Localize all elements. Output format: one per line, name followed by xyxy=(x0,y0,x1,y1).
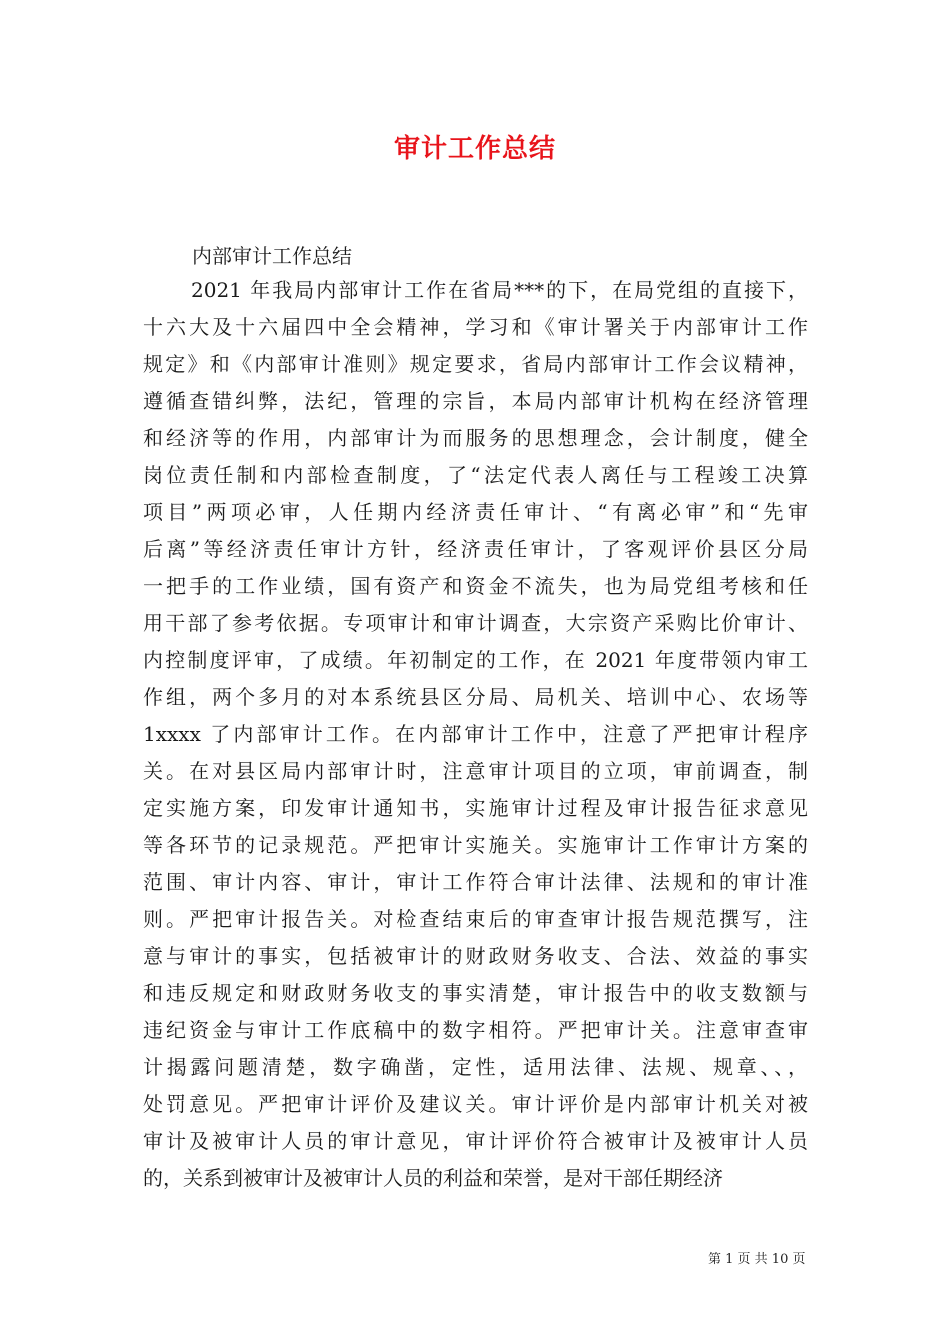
body-line: 审计及被审计人员的审计意见，审计评价符合被审计及被审计人员 xyxy=(143,1129,808,1153)
body-line: 内控制度评审，了成绩。年初制定的工作，在 2021 年度带领内审工 xyxy=(143,648,808,672)
body-line: 和违反规定和财政财务收支的事实清楚，审计报告中的收支数额与 xyxy=(143,981,808,1005)
body-line: 计揭露问题清楚，数字确凿，定性，适用法律、法规、规章、、， xyxy=(143,1055,808,1079)
body-line: 岗位责任制和内部检查制度，了“法定代表人离任与工程竣工决算 xyxy=(143,463,808,487)
body-line: 则。严把审计报告关。对检查结束后的审查审计报告规范撰写，注 xyxy=(143,907,808,931)
body-line: 一把手的工作业绩，国有资产和资金不流失，也为局党组考核和任 xyxy=(143,574,808,598)
body-line: 和经济等的作用，内部审计为而服务的思想理念，会计制度，健全 xyxy=(143,426,808,450)
body-line: 作组，两个多月的对本系统县区分局、局机关、培训中心、农场等 xyxy=(143,685,808,709)
body-line: 的，关系到被审计及被审计人员的利益和荣誉，是对干部任期经济 xyxy=(143,1166,723,1190)
body-line: 处罚意见。严把审计评价及建议关。审计评价是内部审计机关对被 xyxy=(143,1092,808,1116)
body-line: 规定》和《内部审计准则》规定要求，省局内部审计工作会议精神， xyxy=(143,352,808,376)
document-body xyxy=(143,272,808,1197)
body-line: 2021 年我局内部审计工作在省局***的下，在局党组的直接下， xyxy=(191,278,808,302)
body-line: 关。在对县区局内部审计时，注意审计项目的立项，审前调查，制 xyxy=(143,759,808,783)
body-line: 等各环节的记录规范。严把审计实施关。实施审计工作审计方案的 xyxy=(143,833,808,857)
page-number-footer: 第 1 页 共 10 页 xyxy=(708,1252,806,1267)
body-line: 违纪资金与审计工作底稿中的数字相符。严把审计关。注意审查审 xyxy=(143,1018,808,1042)
body-line: 项目”两项必审，人任期内经济责任审计、“有离必审”和“先审 xyxy=(143,500,808,524)
body-line: 意与审计的事实，包括被审计的财政财务收支、合法、效益的事实 xyxy=(143,944,808,968)
body-line: 1xxxx 了内部审计工作。在内部审计工作中，注意了严把审计程序 xyxy=(143,722,808,746)
body-line: 范围、审计内容、审计，审计工作符合审计法律、法规和的审计准 xyxy=(143,870,808,894)
document-title: 审计工作总结 xyxy=(393,134,556,164)
document-subheading: 内部审计工作总结 xyxy=(192,244,352,268)
body-line: 用干部了参考依据。专项审计和审计调查，大宗资产采购比价审计、 xyxy=(143,611,808,635)
body-line: 十六大及十六届四中全会精神，学习和《审计署关于内部审计工作 xyxy=(143,315,808,339)
body-line: 后离”等经济责任审计方针，经济责任审计，了客观评价县区分局 xyxy=(143,537,808,561)
body-line: 遵循查错纠弊，法纪，管理的宗旨，本局内部审计机构在经济管理 xyxy=(143,389,808,413)
body-line: 定实施方案，印发审计通知书，实施审计过程及审计报告征求意见 xyxy=(143,796,808,820)
